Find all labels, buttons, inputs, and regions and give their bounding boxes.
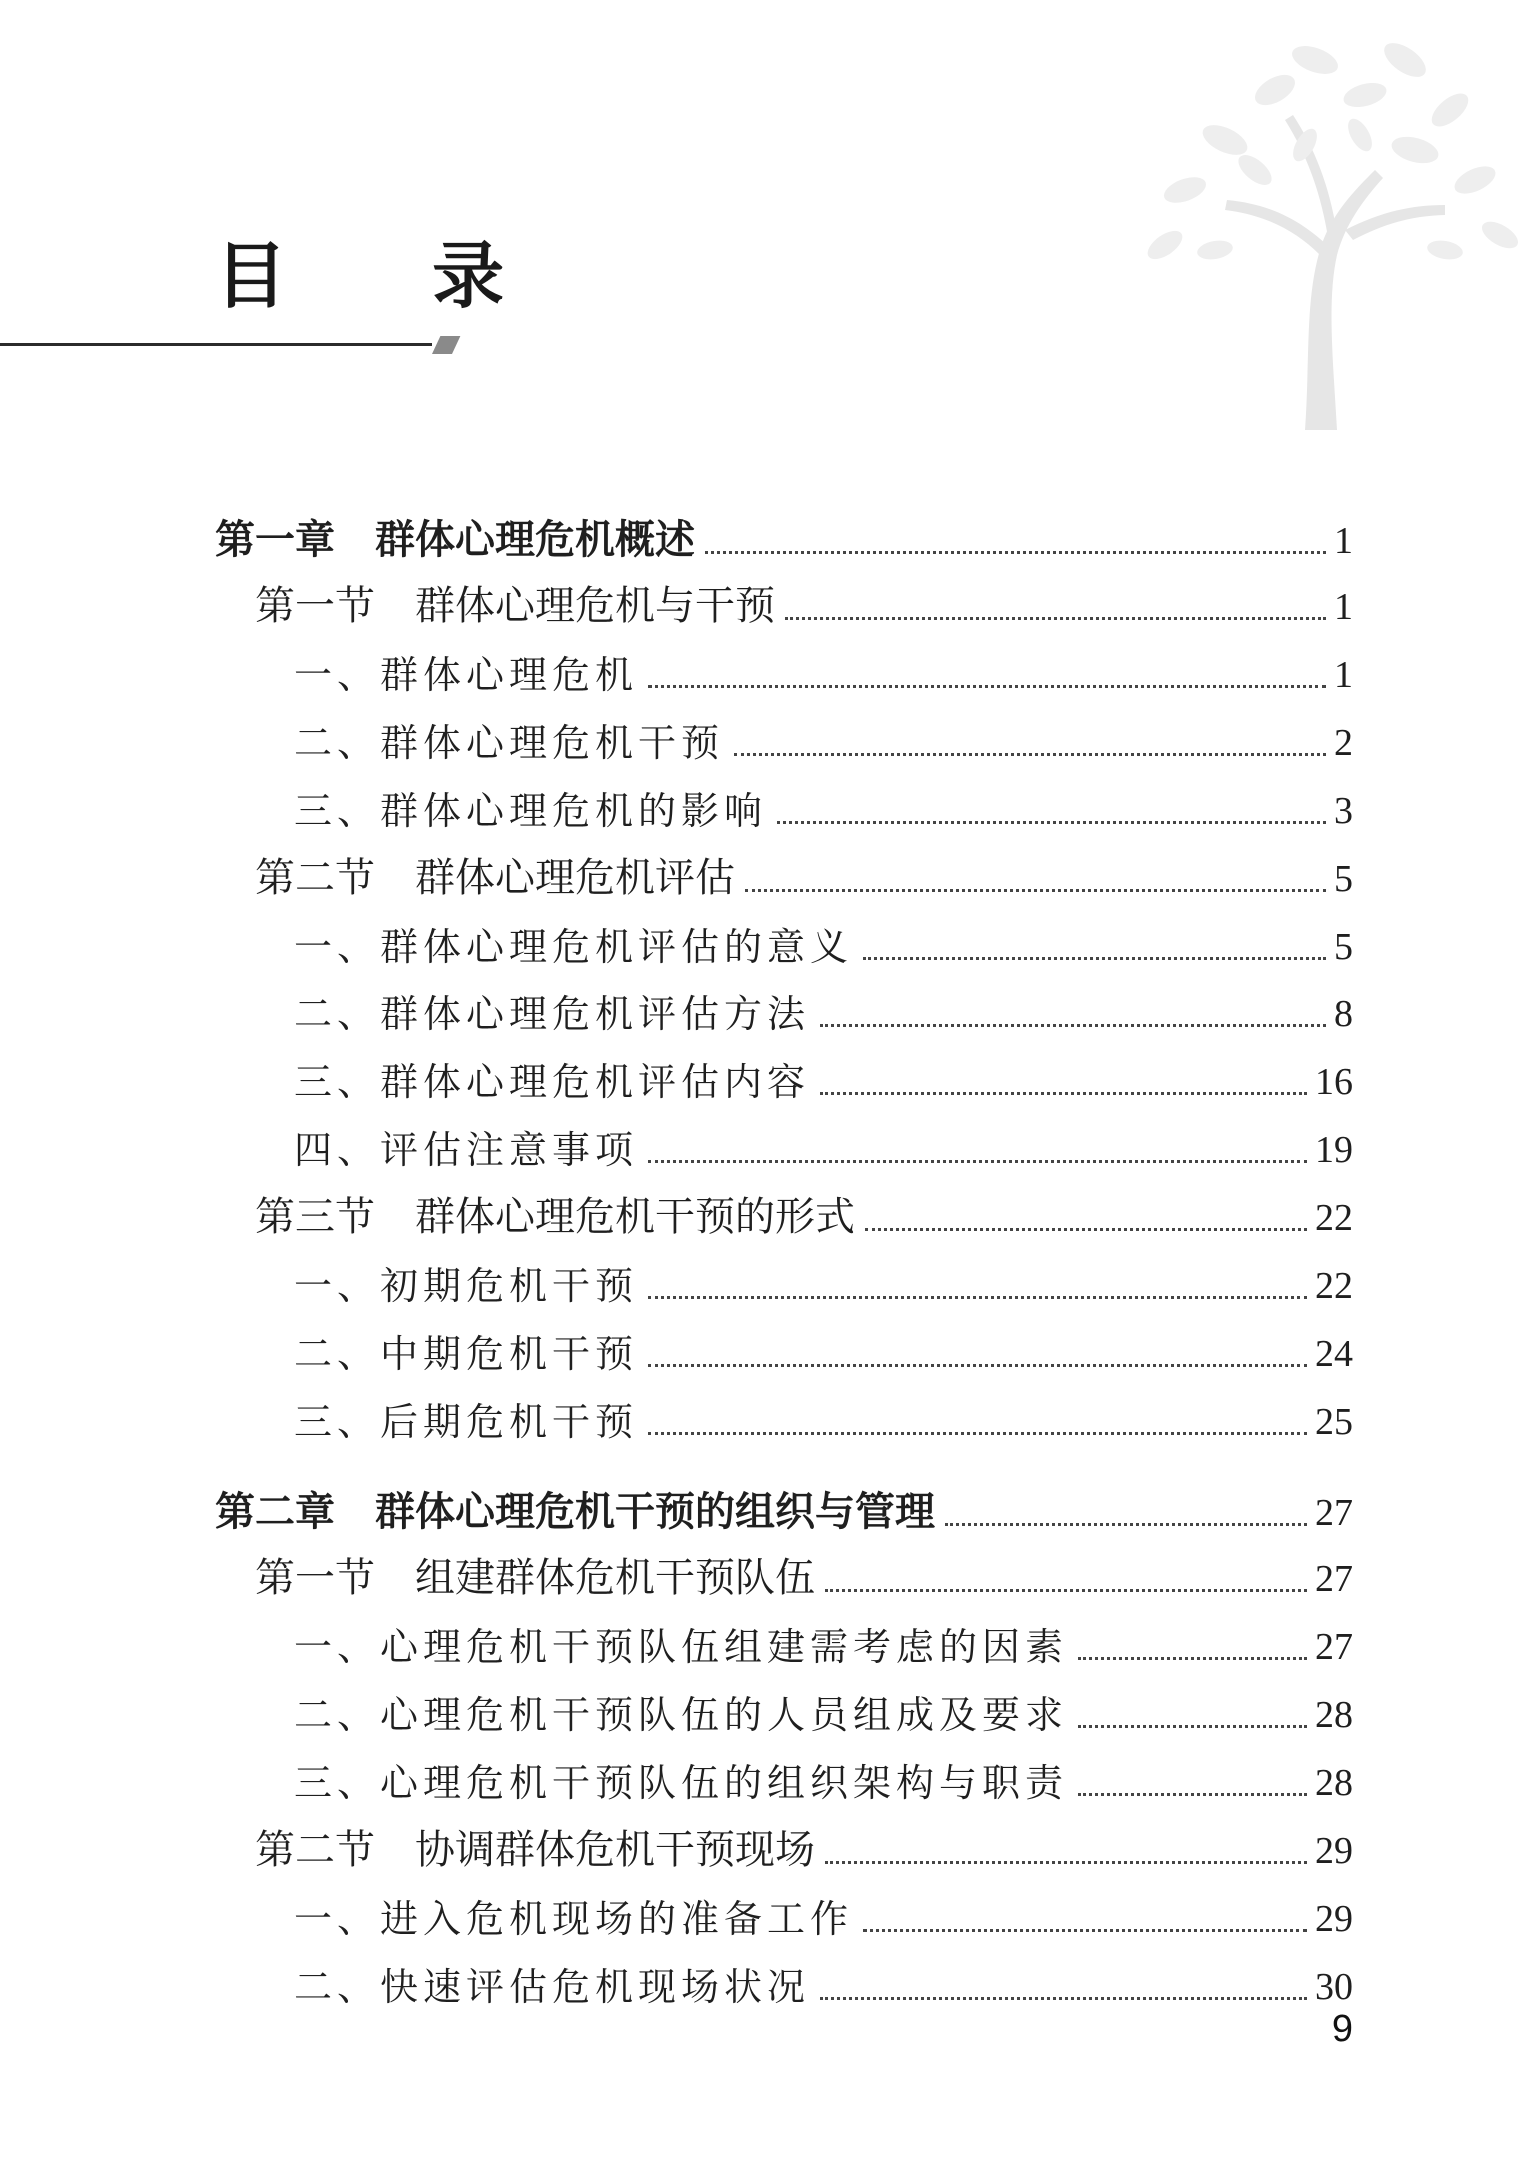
toc-entry-text: 二、快速评估危机现场状况 [294, 1965, 811, 2009]
toc-leader [820, 1024, 1326, 1027]
toc-page-number: 8 [1334, 993, 1353, 1035]
toc-leader [1078, 1793, 1307, 1796]
toc-section[interactable] [255, 1538, 1353, 1601]
toc-item[interactable] [294, 1245, 1353, 1308]
toc-entry-text: 第一节 群体心理危机与干预 [255, 583, 775, 629]
toc-item[interactable] [294, 1878, 1353, 1941]
toc-entry-text: 第二章 群体心理危机干预的组织与管理 [215, 1489, 935, 1535]
toc-page-number: 30 [1315, 1966, 1353, 2008]
toc-leader [648, 1160, 1307, 1163]
toc-page-number: 5 [1334, 858, 1353, 900]
toc-item[interactable] [294, 1674, 1353, 1737]
toc-leader [785, 617, 1326, 620]
toc-entry-text: 四、评估注意事项 [294, 1128, 639, 1172]
toc-leader [705, 551, 1326, 554]
toc-entry-text: 第二节 协调群体危机干预现场 [255, 1827, 815, 1873]
toc-page-number: 27 [1315, 1558, 1353, 1600]
toc-page-number: 2 [1334, 722, 1353, 764]
toc-item[interactable] [294, 1381, 1353, 1444]
toc-page-number: 22 [1315, 1197, 1353, 1239]
toc-page-number: 25 [1315, 1401, 1353, 1443]
toc-page-number: 27 [1315, 1626, 1353, 1668]
toc-item[interactable] [294, 906, 1353, 969]
toc-page-number: 28 [1315, 1762, 1353, 1804]
toc-leader [945, 1523, 1307, 1526]
toc-item[interactable] [294, 702, 1353, 765]
toc-page-number: 3 [1334, 790, 1353, 832]
toc-entry-text: 第三节 群体心理危机干预的形式 [255, 1194, 855, 1240]
toc-page-number: 29 [1315, 1830, 1353, 1872]
toc-leader [825, 1861, 1307, 1864]
toc-entry-text: 一、进入危机现场的准备工作 [294, 1897, 854, 1941]
toc-item[interactable] [294, 634, 1353, 697]
page-title: 目 录 [215, 233, 565, 318]
toc-section[interactable] [255, 1177, 1353, 1240]
toc-leader [820, 1997, 1307, 2000]
toc-leader [865, 1228, 1307, 1231]
toc-leader [1078, 1725, 1307, 1728]
toc-entry-text: 一、心理危机干预队伍组建需考虑的因素 [294, 1625, 1069, 1669]
toc-page-number: 16 [1315, 1061, 1353, 1103]
toc-leader [648, 1364, 1307, 1367]
toc-leader [745, 889, 1326, 892]
toc-entry-text: 二、中期危机干预 [294, 1332, 639, 1376]
toc-page-number: 1 [1334, 654, 1353, 696]
toc-item[interactable] [294, 770, 1353, 833]
toc-item[interactable] [294, 1606, 1353, 1669]
toc-leader [863, 1929, 1307, 1932]
toc-leader [820, 1092, 1307, 1095]
title-underline [0, 343, 432, 346]
toc-entry-text: 一、群体心理危机 [294, 653, 639, 697]
toc-leader [1078, 1657, 1307, 1660]
toc-item[interactable] [294, 973, 1353, 1036]
toc-entry-text: 三、后期危机干预 [294, 1400, 639, 1444]
toc-chapter-2[interactable] [215, 1472, 1353, 1535]
toc-leader [863, 957, 1326, 960]
toc-entry-text: 三、心理危机干预队伍的组织架构与职责 [294, 1761, 1069, 1805]
toc-entry-text: 三、群体心理危机评估内容 [294, 1060, 811, 1104]
toc-entry-text: 第一章 群体心理危机概述 [215, 517, 695, 563]
toc-page-number: 1 [1334, 586, 1353, 628]
toc-page-number: 28 [1315, 1694, 1353, 1736]
toc-item[interactable] [294, 1041, 1353, 1104]
toc-section[interactable] [255, 838, 1353, 901]
toc-leader [777, 821, 1326, 824]
toc-leader [734, 753, 1326, 756]
toc-page-number: 27 [1315, 1492, 1353, 1534]
toc-page-number: 29 [1315, 1898, 1353, 1940]
toc-leader [648, 1432, 1307, 1435]
tree-watermark-icon [1105, 0, 1535, 430]
title-underline-tab [432, 336, 460, 354]
toc-leader [648, 685, 1326, 688]
toc-leader [825, 1589, 1307, 1592]
toc-section[interactable] [255, 566, 1353, 629]
toc-page-number: 5 [1334, 926, 1353, 968]
toc-leader [648, 1296, 1307, 1299]
toc-page-number: 1 [1334, 520, 1353, 562]
toc-entry-text: 二、心理危机干预队伍的人员组成及要求 [294, 1693, 1069, 1737]
toc-item[interactable] [294, 1742, 1353, 1805]
toc-item[interactable] [294, 1946, 1353, 2009]
toc-entry-text: 一、群体心理危机评估的意义 [294, 925, 854, 969]
toc-page-number: 24 [1315, 1333, 1353, 1375]
toc-entry-text: 一、初期危机干预 [294, 1264, 639, 1308]
toc-section[interactable] [255, 1810, 1353, 1873]
toc-entry-text: 三、群体心理危机的影响 [294, 789, 768, 833]
toc-entry-text: 第一节 组建群体危机干预队伍 [255, 1555, 815, 1601]
toc-entry-text: 二、群体心理危机评估方法 [294, 992, 811, 1036]
toc-chapter-1[interactable] [215, 500, 1353, 563]
toc-item[interactable] [294, 1109, 1353, 1172]
toc-entry-text: 第二节 群体心理危机评估 [255, 855, 735, 901]
page-number: 9 [1331, 2008, 1353, 2050]
toc-page-number: 22 [1315, 1265, 1353, 1307]
toc-item[interactable] [294, 1313, 1353, 1376]
toc-entry-text: 二、群体心理危机干预 [294, 721, 725, 765]
toc-page-number: 19 [1315, 1129, 1353, 1171]
